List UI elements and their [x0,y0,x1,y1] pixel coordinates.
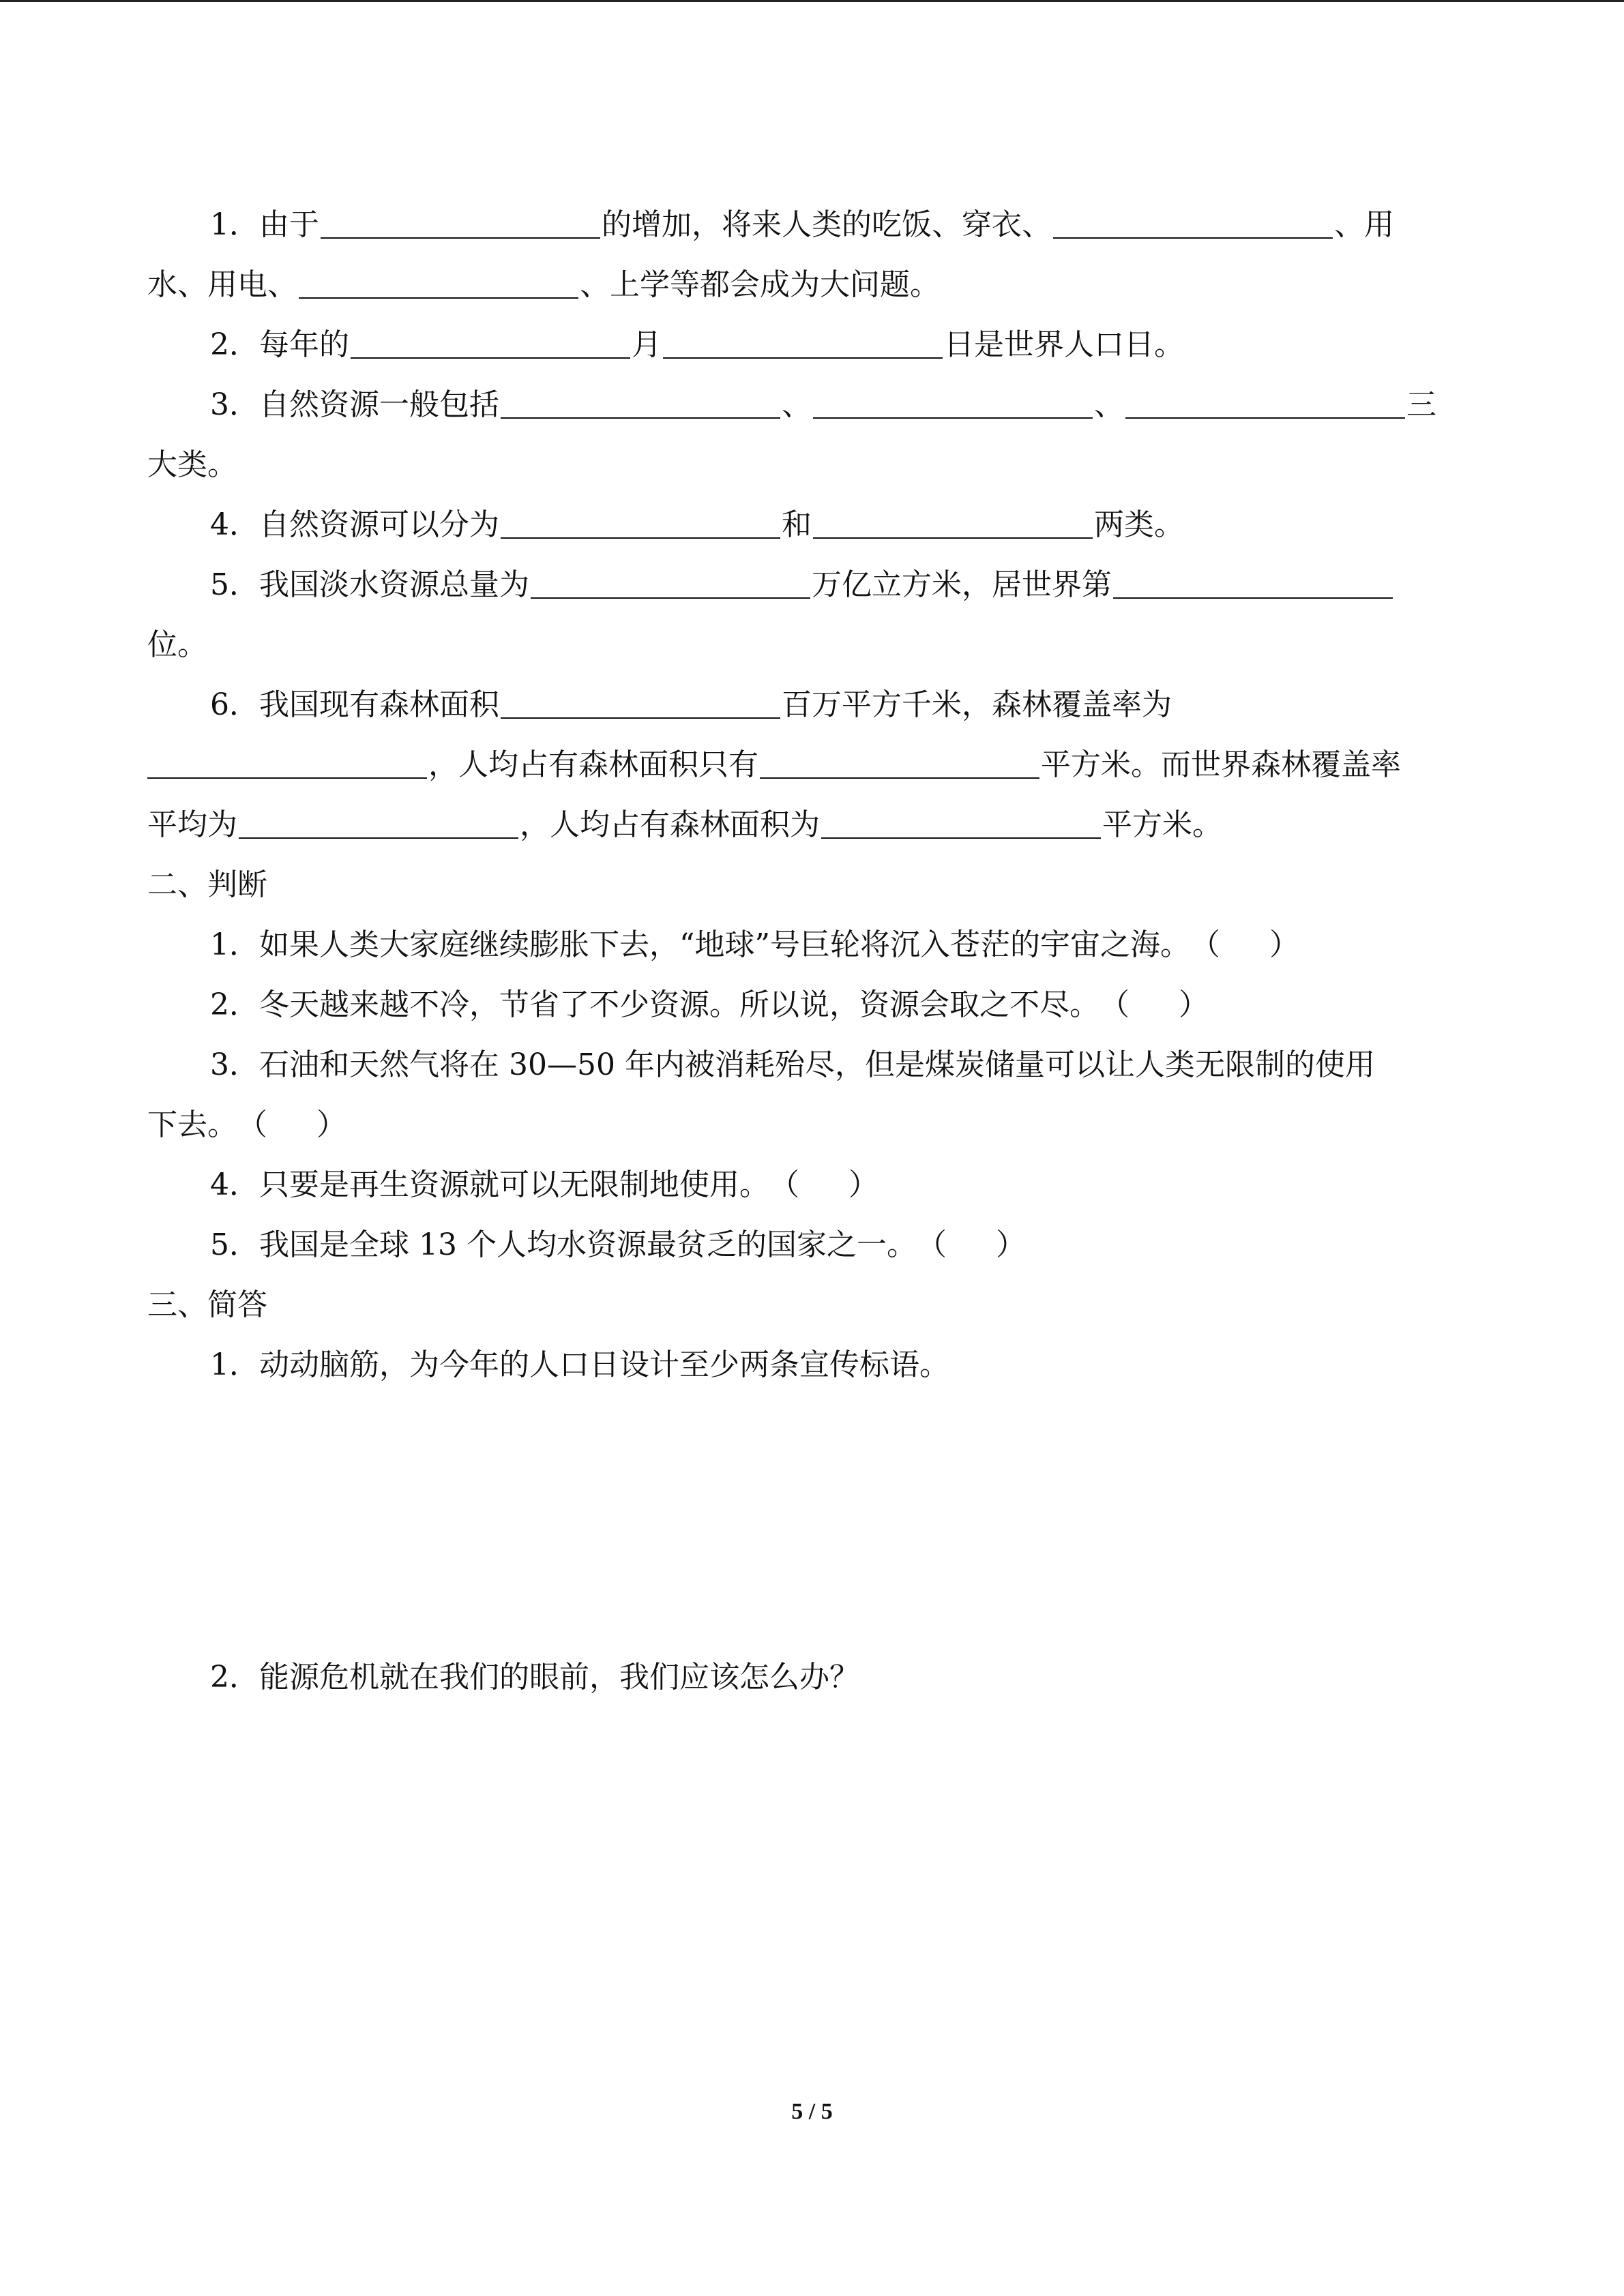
fill-q5-line2 [147,625,207,666]
fill-q3-line2 [147,445,237,486]
question-text: 百万平方千米，森林覆盖率为 [782,687,1172,722]
question-number: 2． [210,327,259,362]
judge-item-4 [210,1165,879,1206]
answer-paren[interactable] [769,1165,879,1206]
question-text: 由于 [259,207,319,242]
fill-q6-line1 [210,685,1172,726]
judge-item-3-line2 [147,1105,346,1146]
answer-paren[interactable] [1099,985,1209,1026]
answer-blank[interactable] [531,567,810,599]
answer-blank[interactable] [760,747,1039,779]
fill-q3-line1 [210,385,1436,426]
fill-q5-line1 [210,565,1394,606]
question-text: 冬天越来越不冷，节省了不少资源。所以说，资源会取之不尽。 [259,987,1099,1022]
question-text: 平方米。而世界森林覆盖率 [1041,747,1401,782]
answer-paren[interactable] [237,1105,346,1146]
paren-open: （ [769,1167,799,1202]
judge-item-2 [210,985,1209,1026]
answer-blank[interactable] [239,807,518,839]
question-number: 5． [210,567,259,602]
answer-paren[interactable] [1190,925,1299,966]
question-text: 两类。 [1094,507,1184,542]
question-number: 3． [210,1047,259,1082]
question-text: 自然资源可以分为 [259,507,499,542]
question-text: 、上学等都会成为大问题。 [580,267,940,302]
answer-blank[interactable] [1125,387,1405,419]
judge-item-1 [210,925,1299,966]
fill-q6-line3 [147,805,1222,846]
paren-close: ） [1179,987,1209,1022]
answer-blank[interactable] [663,327,943,359]
answer-blank[interactable] [147,747,427,779]
fill-q6-line2 [147,745,1401,786]
question-text: 大类。 [147,447,237,482]
question-text: 下去。 [147,1107,237,1142]
question-number: 4． [210,507,259,542]
fill-q1-line1 [210,205,1394,245]
question-text: 、 [1094,387,1124,422]
question-text: 水、用电、 [147,267,297,302]
question-text: 能源危机就在我们的眼前，我们应该怎么办？ [259,1660,859,1695]
answer-blank[interactable] [1053,207,1333,239]
question-text: 平均为 [147,807,237,842]
question-number: 6． [210,687,259,722]
question-text: 自然资源一般包括 [259,387,499,422]
question-text: ，人均占有森林面积为 [520,807,820,842]
answer-blank[interactable] [1113,567,1393,599]
question-number: 4． [210,1167,259,1202]
judge-item-5 [210,1225,1026,1266]
answer-blank[interactable] [501,687,780,719]
answer-blank[interactable] [351,327,630,359]
answer-blank[interactable] [299,267,578,299]
judge-item-3-line1 [210,1045,1375,1086]
paren-open: （ [1099,987,1130,1022]
answer-blank[interactable] [813,387,1093,419]
section-title-short-answer: 三、简答 [147,1287,267,1322]
paren-close: ） [848,1167,879,1202]
page-number: 5 / 5 [791,2099,833,2124]
question-text: 日是世界人口日。 [944,327,1184,362]
question-text: 万亿立方米，居世界第 [812,567,1112,602]
answer-blank[interactable] [501,507,780,539]
question-text: 三 [1406,387,1436,422]
question-text: 、 [782,387,812,422]
question-text: 我国淡水资源总量为 [259,567,529,602]
question-text: 每年的 [259,327,349,362]
question-text: 如果人类大家庭继续膨胀下去，“地球”号巨轮将沉入苍茫的宇宙之海。 [259,927,1190,962]
question-number: 2． [210,1660,259,1695]
answer-blank[interactable] [321,207,600,239]
question-text: 我国现有森林面积 [259,687,499,722]
question-text: 位。 [147,627,207,662]
paren-open: （ [237,1107,267,1142]
answer-blank[interactable] [813,507,1093,539]
question-text: 的增加，将来人类的吃饭、穿衣、 [602,207,1052,242]
short-answer-item-2 [210,1657,859,1698]
paren-open: （ [1190,927,1220,962]
question-number: 1． [210,1347,259,1382]
question-text: 、用 [1334,207,1394,242]
paren-open: （ [916,1227,947,1262]
question-text: 和 [782,507,812,542]
paren-close: ） [316,1107,346,1142]
question-text: 平方米。 [1102,807,1222,842]
question-number: 1． [210,927,259,962]
answer-blank[interactable] [821,807,1101,839]
question-text: 只要是再生资源就可以无限制地使用。 [259,1167,769,1202]
question-text: 石油和天然气将在 30—50 年内被消耗殆尽，但是煤炭储量可以让人类无限制的使用 [259,1047,1375,1082]
question-text: ，人均占有森林面积只有 [428,747,758,782]
paren-close: ） [1269,927,1299,962]
short-answer-item-1 [210,1345,949,1386]
section-title-judge: 二、判断 [147,867,267,902]
question-number: 3． [210,387,259,422]
top-border [0,0,1624,2]
question-number: 5． [210,1227,259,1262]
fill-q1-line2 [147,265,940,305]
question-text: 动动脑筋，为今年的人口日设计至少两条宣传标语。 [259,1347,949,1382]
question-number: 1． [210,207,259,242]
fill-q2 [210,325,1184,366]
answer-paren[interactable] [917,1225,1026,1266]
question-text: 月 [632,327,662,362]
question-number: 2． [210,987,259,1022]
fill-q4 [210,505,1184,546]
paren-close: ） [995,1227,1026,1262]
question-text: 我国是全球 13 个人均水资源最贫乏的国家之一。 [259,1227,917,1262]
answer-blank[interactable] [501,387,780,419]
